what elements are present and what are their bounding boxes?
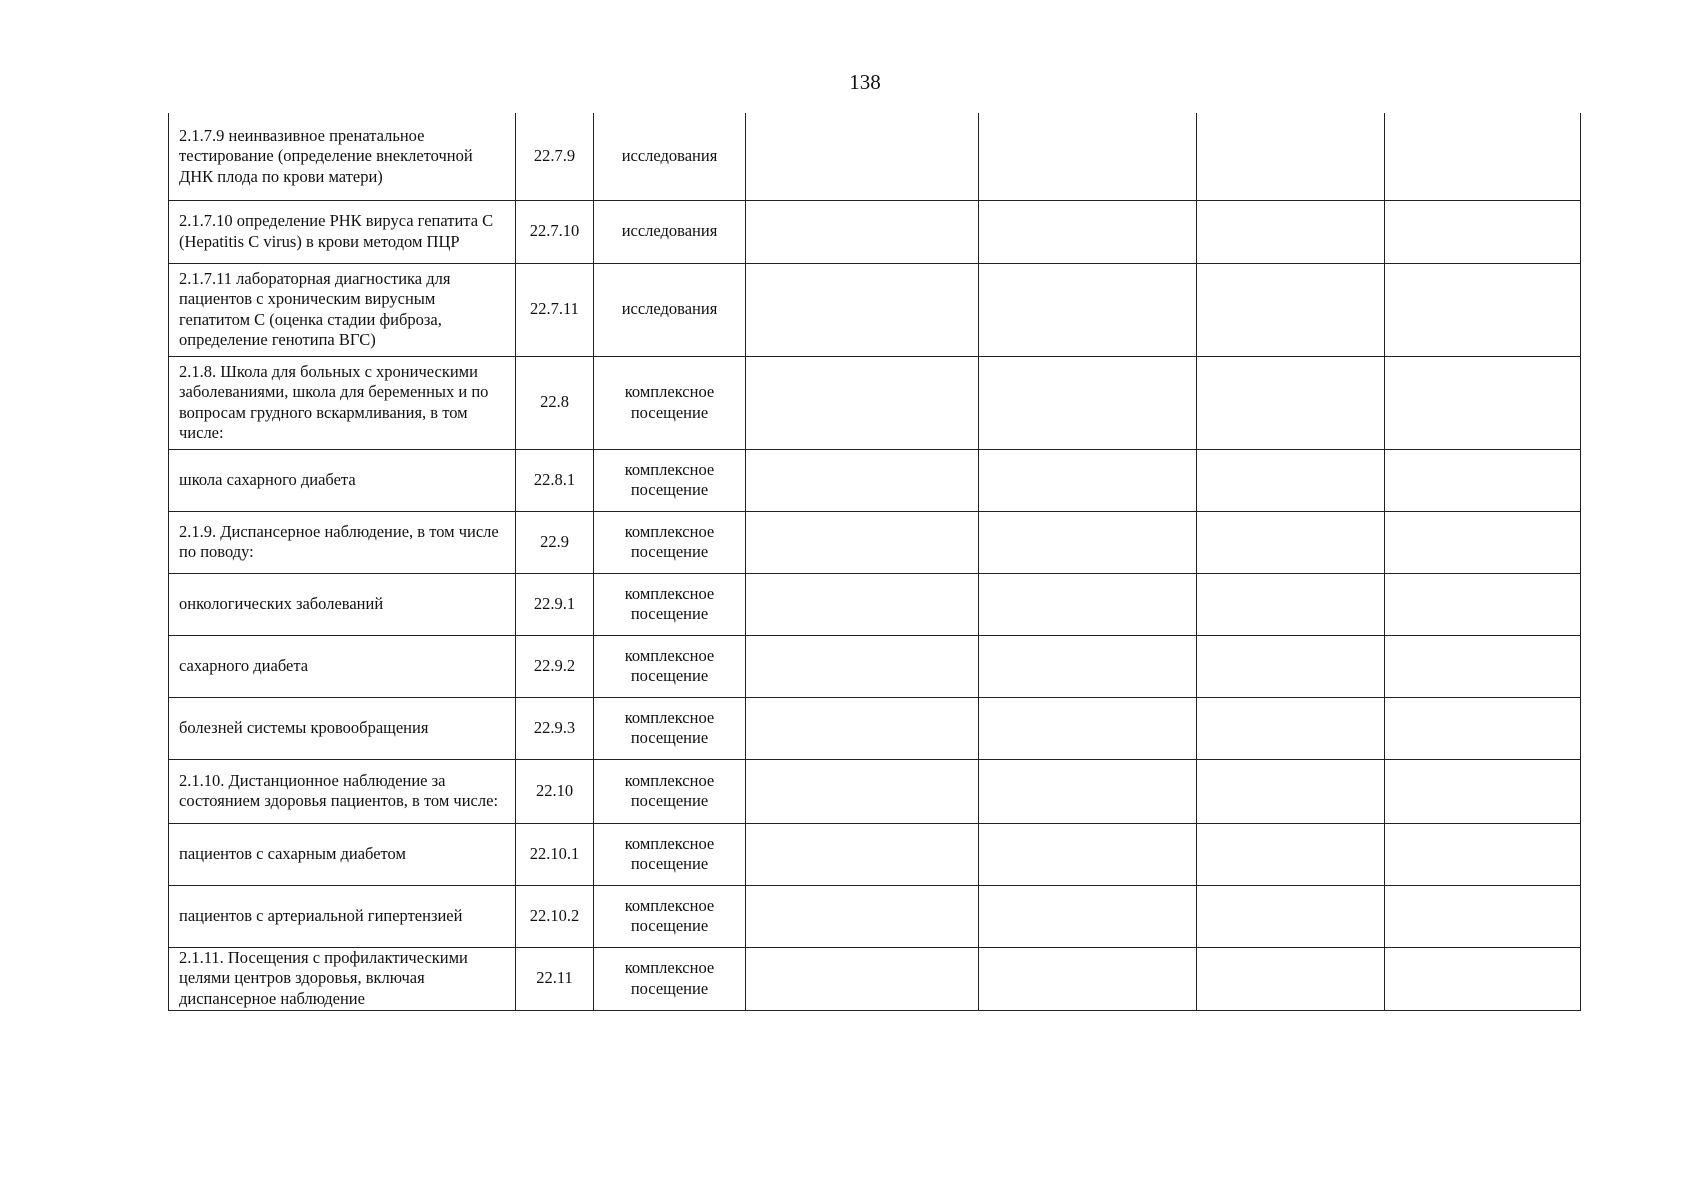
row-name-cell: онкологических заболеваний: [169, 573, 516, 635]
row-unit-cell: комплексное посещение: [594, 885, 746, 947]
empty-cell: [1197, 511, 1385, 573]
row-name-cell: 2.1.9. Диспансерное наблюдение, в том числе по поводу:: [169, 511, 516, 573]
empty-cell: [746, 511, 979, 573]
empty-cell: [1197, 635, 1385, 697]
empty-cell: [979, 947, 1197, 1010]
row-unit-cell: комплексное посещение: [594, 823, 746, 885]
empty-cell: [1385, 573, 1581, 635]
row-name-cell: пациентов с артериальной гипертензией: [169, 885, 516, 947]
table-row: [169, 823, 1581, 885]
table-row: [169, 449, 1581, 511]
row-code-cell: 22.10.2: [516, 885, 594, 947]
row-name-cell: 2.1.11. Посещения с профилактическими целями центров здоровья, включая диспансерное наблюдение: [169, 947, 516, 1010]
empty-cell: [979, 759, 1197, 823]
table-row: [169, 200, 1581, 263]
empty-cell: [746, 113, 979, 200]
row-code-cell: 22.9: [516, 511, 594, 573]
table-row: [169, 113, 1581, 200]
row-name-cell: 2.1.7.11 лабораторная диагностика для пациентов с хроническим вирусным гепатитом С (оценка стадии фиброза, определение генотипа ВГС): [169, 263, 516, 356]
row-unit-cell: исследования: [594, 113, 746, 200]
row-code-cell: 22.10.1: [516, 823, 594, 885]
empty-cell: [746, 759, 979, 823]
row-unit-cell: комплексное посещение: [594, 947, 746, 1010]
row-code-cell: 22.8: [516, 356, 594, 449]
row-name-cell: пациентов с сахарным диабетом: [169, 823, 516, 885]
empty-cell: [1385, 697, 1581, 759]
row-unit-cell: комплексное посещение: [594, 511, 746, 573]
empty-cell: [979, 200, 1197, 263]
empty-cell: [746, 449, 979, 511]
empty-cell: [979, 635, 1197, 697]
row-name-cell: болезней системы кровообращения: [169, 697, 516, 759]
row-unit-cell: комплексное посещение: [594, 356, 746, 449]
empty-cell: [1385, 635, 1581, 697]
empty-cell: [979, 449, 1197, 511]
empty-cell: [746, 823, 979, 885]
row-name-cell: 2.1.8. Школа для больных с хроническими заболеваниями, школа для беременных и по вопросам грудного вскармливания, в том числе:: [169, 356, 516, 449]
empty-cell: [1197, 573, 1385, 635]
empty-cell: [1385, 449, 1581, 511]
data-table: [168, 113, 1581, 1011]
table-row: [169, 635, 1581, 697]
empty-cell: [979, 823, 1197, 885]
empty-cell: [746, 263, 979, 356]
row-unit-cell: комплексное посещение: [594, 449, 746, 511]
page-number: 138: [849, 70, 881, 94]
empty-cell: [979, 697, 1197, 759]
empty-cell: [1197, 200, 1385, 263]
empty-cell: [1385, 947, 1581, 1010]
empty-cell: [1197, 697, 1385, 759]
row-unit-cell: исследования: [594, 263, 746, 356]
row-code-cell: 22.8.1: [516, 449, 594, 511]
row-name-cell: школа сахарного диабета: [169, 449, 516, 511]
row-unit-cell: комплексное посещение: [594, 697, 746, 759]
empty-cell: [1197, 263, 1385, 356]
empty-cell: [746, 573, 979, 635]
row-unit-cell: комплексное посещение: [594, 573, 746, 635]
empty-cell: [746, 200, 979, 263]
empty-cell: [1197, 885, 1385, 947]
row-unit-cell: исследования: [594, 200, 746, 263]
empty-cell: [1385, 200, 1581, 263]
empty-cell: [979, 511, 1197, 573]
row-name-cell: 2.1.7.9 неинвазивное пренатальное тестирование (определение внеклеточной ДНК плода по крови матери): [169, 113, 516, 200]
empty-cell: [1385, 511, 1581, 573]
row-code-cell: 22.7.11: [516, 263, 594, 356]
empty-cell: [979, 356, 1197, 449]
empty-cell: [1197, 823, 1385, 885]
row-code-cell: 22.7.10: [516, 200, 594, 263]
table-row: [169, 263, 1581, 356]
empty-cell: [746, 947, 979, 1010]
table-row: [169, 697, 1581, 759]
empty-cell: [746, 635, 979, 697]
empty-cell: [746, 356, 979, 449]
row-unit-cell: комплексное посещение: [594, 759, 746, 823]
empty-cell: [1385, 885, 1581, 947]
row-code-cell: 22.11: [516, 947, 594, 1010]
empty-cell: [1197, 759, 1385, 823]
empty-cell: [1385, 113, 1581, 200]
row-unit-cell: комплексное посещение: [594, 635, 746, 697]
empty-cell: [1385, 263, 1581, 356]
table-row: [169, 511, 1581, 573]
row-code-cell: 22.7.9: [516, 113, 594, 200]
empty-cell: [1197, 113, 1385, 200]
empty-cell: [979, 885, 1197, 947]
row-code-cell: 22.10: [516, 759, 594, 823]
table-row: [169, 885, 1581, 947]
empty-cell: [1197, 947, 1385, 1010]
row-code-cell: 22.9.2: [516, 635, 594, 697]
row-code-cell: 22.9.3: [516, 697, 594, 759]
empty-cell: [1385, 823, 1581, 885]
table-row: [169, 573, 1581, 635]
row-name-cell: 2.1.10. Дистанционное наблюдение за состоянием здоровья пациентов, в том числе:: [169, 759, 516, 823]
table-row: [169, 947, 1581, 1010]
empty-cell: [1197, 356, 1385, 449]
empty-cell: [1385, 356, 1581, 449]
empty-cell: [1197, 449, 1385, 511]
table-row: [169, 356, 1581, 449]
table-row: [169, 759, 1581, 823]
row-name-cell: 2.1.7.10 определение РНК вируса гепатита С (Hepatitis C virus) в крови методом ПЦР: [169, 200, 516, 263]
empty-cell: [746, 697, 979, 759]
row-name-cell: сахарного диабета: [169, 635, 516, 697]
empty-cell: [1385, 759, 1581, 823]
row-code-cell: 22.9.1: [516, 573, 594, 635]
empty-cell: [979, 263, 1197, 356]
empty-cell: [746, 885, 979, 947]
empty-cell: [979, 113, 1197, 200]
empty-cell: [979, 573, 1197, 635]
